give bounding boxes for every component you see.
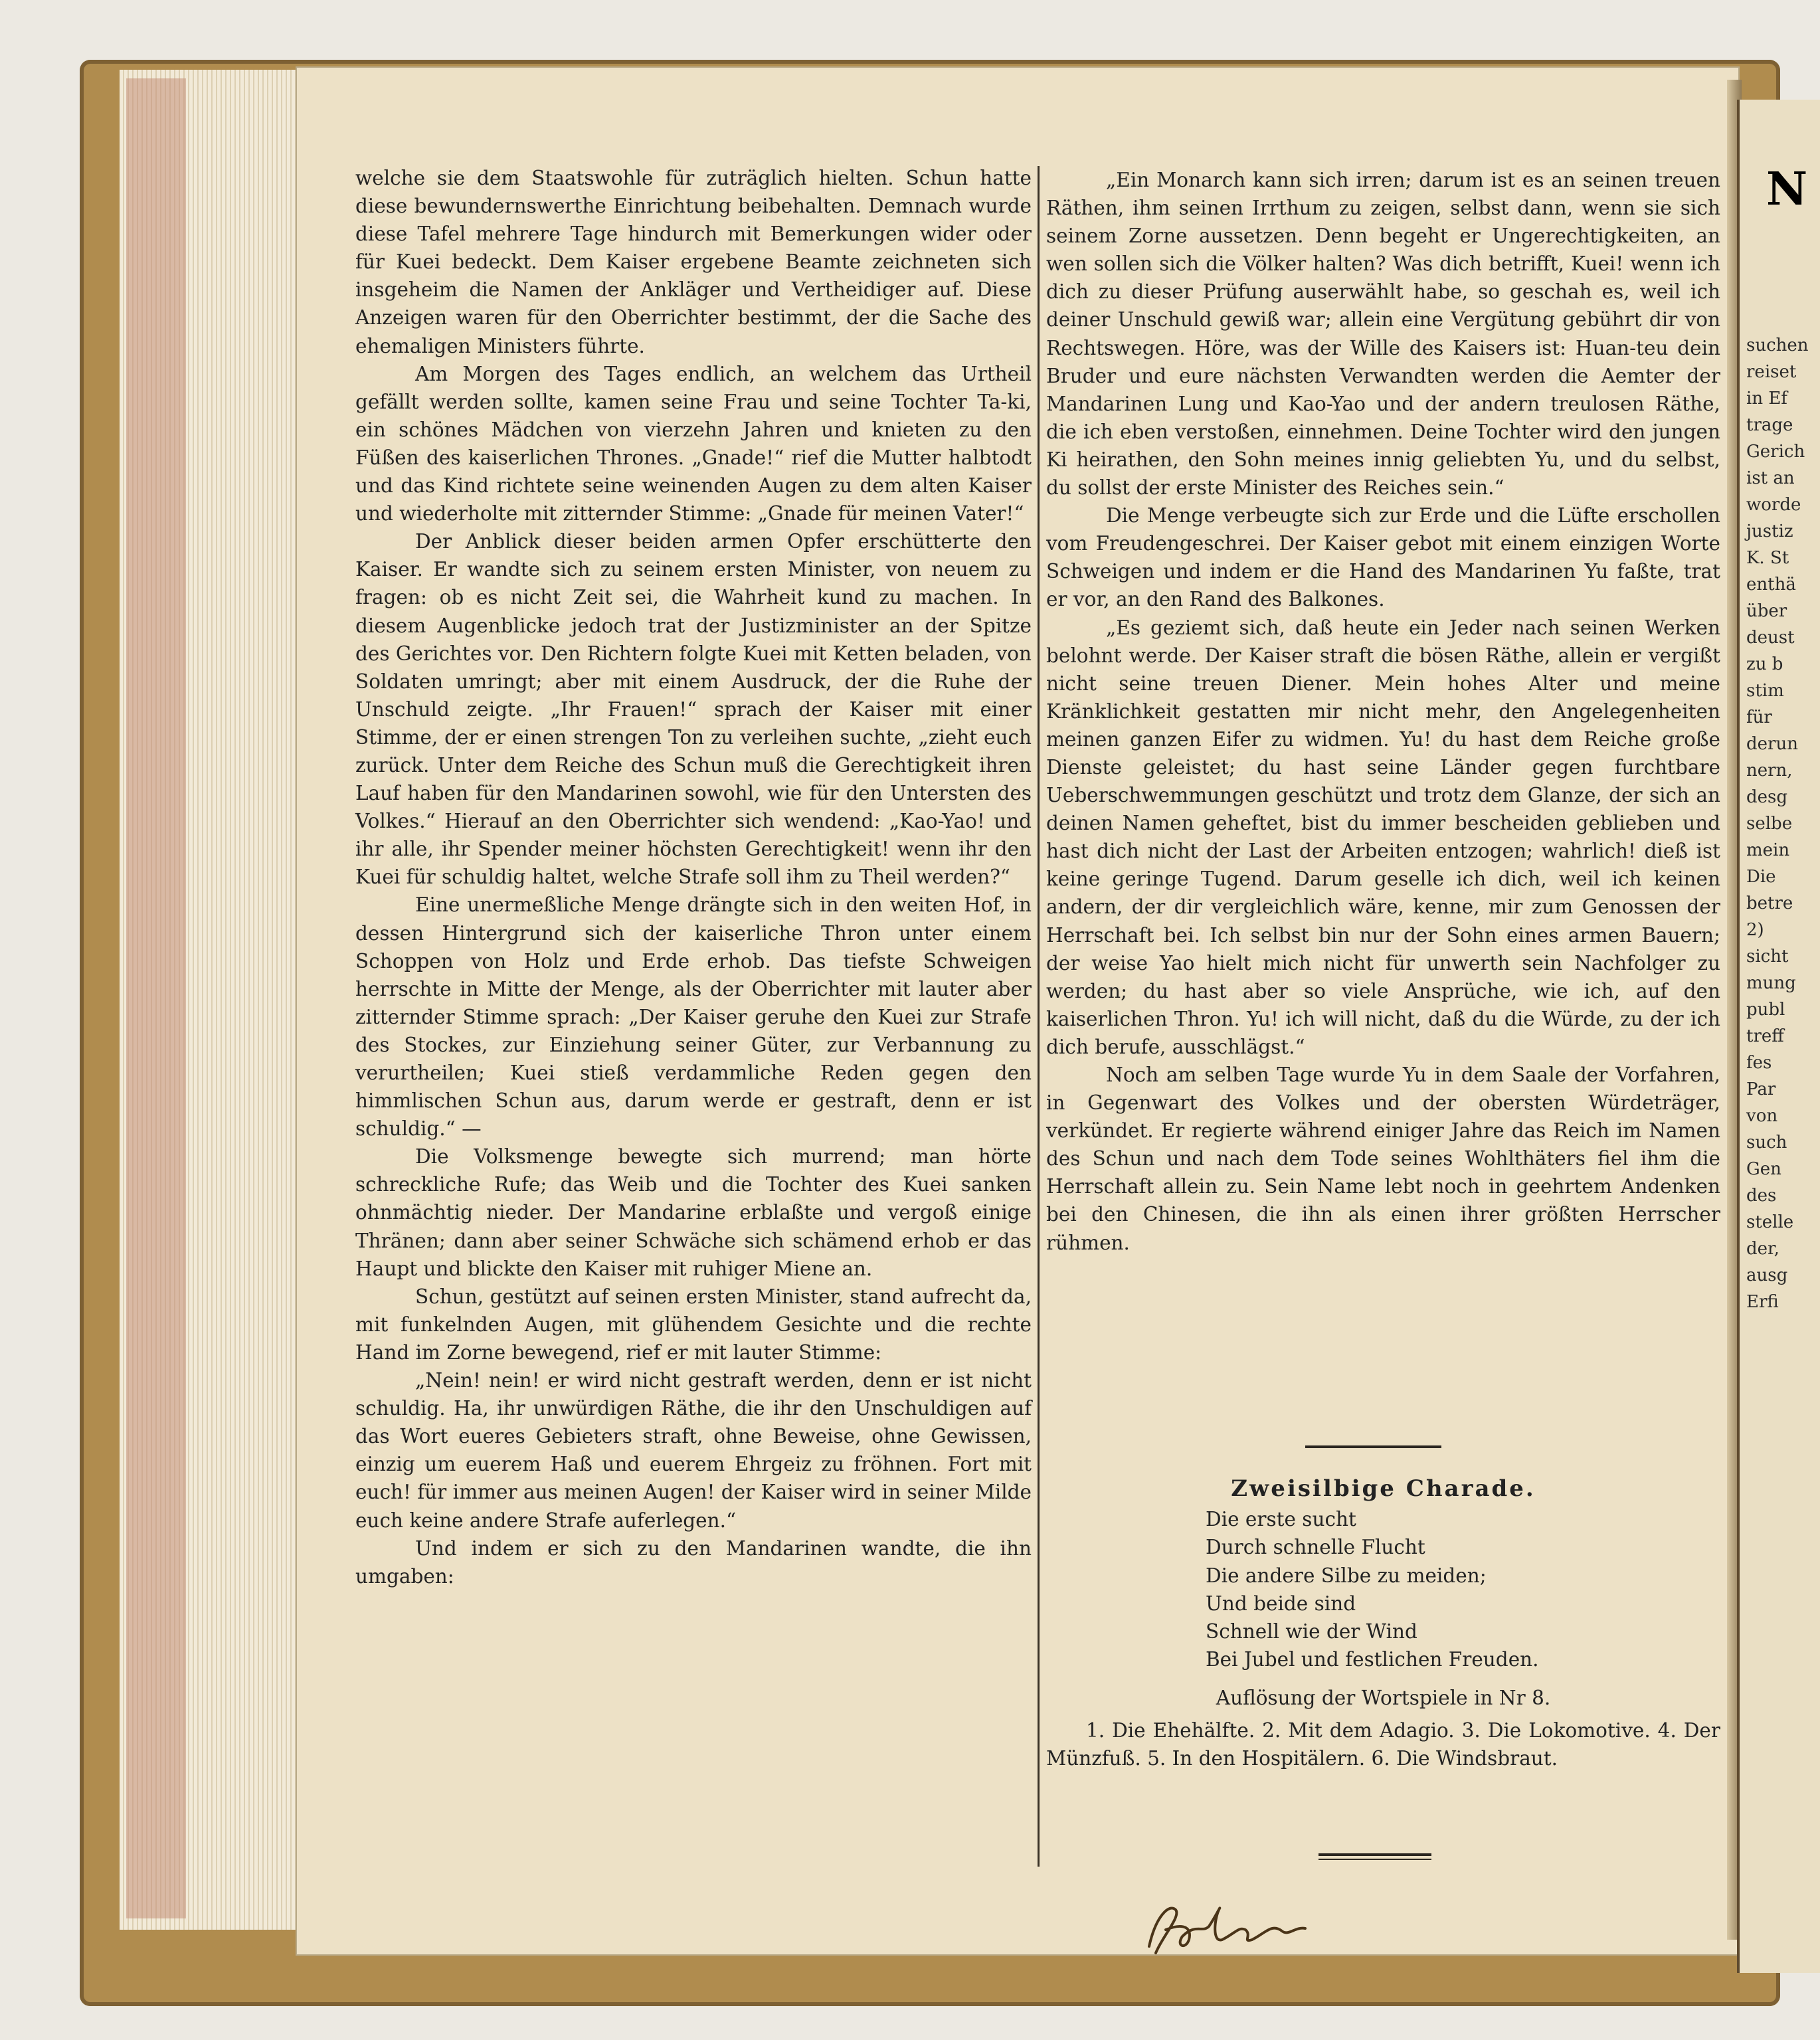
facing-page-fragment: derun — [1746, 734, 1798, 754]
solution-heading: Auflösung der Wortspiele in Nr 8. — [1216, 1687, 1551, 1710]
paragraph: Und indem er sich zu den Mandarinen wandte, die ihn umgaben: — [355, 1536, 1032, 1588]
verse-line: Die erste sucht — [1206, 1508, 1356, 1531]
facing-page-fragment: Gen — [1746, 1159, 1781, 1179]
paragraph: Die Menge verbeugte sich zur Erde und die Lüfte erschollen vom Freudengeschrei. Der Kaiser gebot mit einem einzigen Worte Schweigen und indem er die Hand des Mandarinen Yu faßte, trat er vor, an den Rand des Balkones. — [1046, 504, 1720, 611]
facing-page-fragment: worde — [1746, 495, 1801, 515]
paragraph: Noch am selben Tage wurde Yu in dem Saale der Vorfahren, in Gegenwart des Volkes und der obersten Würdeträger, verkündet. Er regierte während einiger Jahre das Reich im Namen des Schun und nach dem Tode seines Wohlthäters fiel ihm die Herrschaft allein zu. Sein Name lebt noch in geehrtem Andenken bei den Chinesen, die ihn als einen ihrer größten Herrscher rühmen. — [1046, 1064, 1720, 1254]
facing-page-fragments — [1740, 332, 1820, 1315]
facing-page-fragment: 2) — [1746, 920, 1764, 940]
paragraph: „Nein! nein! er wird nicht gestraft werden, denn er ist nicht schuldig. Ha, ihr unwürdigen Räthe, die ihr den Unschuldigen auf das Wort eueres Gebieters straft, ohne Beweise, ohne Gewissen, einzig um euerem Haß und euerem Ehrgeiz zu fröhnen. Fort mit euch! für immer aus meinen Augen! der Kaiser wird in seiner Milde euch keine andere Strafe auferlegen.“ — [355, 1369, 1032, 1532]
facing-page-fragment: deust — [1746, 628, 1795, 648]
facing-page-fragment: fes — [1746, 1053, 1772, 1073]
section-divider — [1305, 1445, 1441, 1448]
facing-page-fragment: zu b — [1746, 654, 1783, 674]
paragraph: Am Morgen des Tages endlich, an welchem das Urtheil gefällt werden sollte, kamen seine Frau und seine Tochter Ta-ki, ein schönes Mädchen von vierzehn Jahren und knieten zu den Füßen des kaiserlichen Thrones. „Gnade!“ rief die Mutter halbtodt und das Kind richtete seine weinenden Augen zu dem alten Kaiser und wiederholte mit zitternder Stimme: „Gnade für meinen Vater!“ — [355, 362, 1032, 525]
verse-line: Schnell wie der Wind — [1206, 1620, 1417, 1643]
verse-line: Durch schnelle Flucht — [1206, 1536, 1425, 1559]
paragraph: Schun, gestützt auf seinen ersten Minister, stand aufrecht da, mit funkelnden Augen, mit glühendem Gesichte und die rechte Hand im Zorne bewegend, rief er mit lauter Stimme: — [355, 1285, 1032, 1364]
facing-page-fragment: selbe — [1746, 814, 1793, 834]
facing-page-fragment: Par — [1746, 1079, 1776, 1099]
facing-page-fragment: mung — [1746, 973, 1796, 993]
paragraph: Der Anblick dieser beiden armen Opfer erschütterte den Kaiser. Er wandte sich zu seinem ersten Minister, von neuem zu fragen: ob es nicht Zeit sei, die Wahrheit kund zu machen. In diesem Augenblicke jedoch trat der Justizminister an der Spitze des Gerichtes vor. Den Richtern folgte Kuei mit Ketten beladen, von Soldaten umringt; aber mit einem Ausdruck, der die Ruhe der Unschuld zeigte. „Ihr Frauen!“ sprach der Kaiser mit einer Stimme, der er einen strengen Ton zu verleihen suchte, „zieht euch zurück. Unter dem Reiche des Schun muß die Gerechtigkeit ihren Lauf haben für den Mandarinen sowohl, wie für den Untersten des Volkes.“ Hierauf an den Oberrichter sich wendend: „Kao-Yao! und ihr alle, ihr Spender meiner höchsten Gerechtigkeit! wenn ihr den Kuei für schuldig haltet, welche Strafe soll ihm zu Theil werden?“ — [355, 530, 1032, 889]
handwritten-signature — [1129, 1890, 1342, 1963]
facing-page-fragment: über — [1746, 601, 1787, 621]
verse-line: Bei Jubel und festlichen Freuden. — [1206, 1648, 1539, 1671]
facing-page-fragment: desg — [1746, 787, 1788, 807]
facing-page-fragment: nern, — [1746, 761, 1793, 781]
facing-page-fragment: K. St — [1746, 548, 1789, 568]
facing-page-fragment: Die — [1746, 867, 1776, 887]
facing-page-fragment: treff — [1746, 1026, 1784, 1046]
facing-page-fragment: der, — [1746, 1239, 1779, 1259]
facing-page-fragment: such — [1746, 1133, 1787, 1153]
left-column — [355, 164, 1032, 1590]
charade-title: Zweisilbige Charade. — [1231, 1475, 1536, 1502]
facing-page-fragment: stim — [1746, 681, 1784, 701]
verse-line: Die andere Silbe zu meiden; — [1206, 1564, 1487, 1587]
right-column — [1046, 166, 1720, 1257]
facing-page-fragment: sicht — [1746, 947, 1789, 967]
column-rule — [1038, 166, 1040, 1867]
facing-page-fragment: ausg — [1746, 1265, 1788, 1285]
page-edge-tint — [126, 78, 186, 1918]
facing-page-fragment: des — [1746, 1186, 1777, 1206]
facing-page-fragment: enthä — [1746, 575, 1796, 595]
facing-page-fragment: suchen — [1746, 335, 1809, 355]
facing-page-header: N — [1766, 163, 1808, 216]
facing-page-fragment: mein — [1746, 840, 1790, 860]
facing-page-fragment: trage — [1746, 415, 1793, 435]
solution-text: 1. Die Ehehälfte. 2. Mit dem Adagio. 3. Die Lokomotive. 4. Der Münzfuß. 5. In den Hospitälern. 6. Die Windsbraut. — [1046, 1718, 1720, 1770]
facing-page-fragment: von — [1746, 1106, 1778, 1126]
facing-page-fragment: Erfi — [1746, 1292, 1779, 1312]
facing-page-fragment: reiset — [1746, 362, 1797, 382]
charade-block — [1046, 1475, 1720, 1772]
facing-page-fragment: justiz — [1746, 521, 1793, 541]
paragraph: „Ein Monarch kann sich irren; darum ist es an seinen treuen Räthen, ihm seinen Irrthum zu zeigen, selbst dann, wenn sie sich seinem Zorne aussetzen. Denn begeht er Ungerechtigkeiten, an wen sollen sich die Völker halten? Was dich betrifft, Kuei! wenn ich dich zu dieser Prüfung auserwählt habe, so geschah es, weil ich deiner Unschuld gewiß war; allein eine Vergütung gebührt dir von Rechtswegen. Höre, was der Wille des Kaisers ist: Huan-teu dein Bruder und eure nächsten Verwandten werden die Aemter der Mandarinen Lung und Kao-Yao und der andern treulosen Räthe, die ich eben verstoßen, einnehmen. Deine Tochter wird den jungen Ki heirathen, den Sohn meines innig geliebten Yu, und du selbst, du sollst der erste Minister des Reiches sein.“ — [1046, 169, 1720, 500]
facing-page-fragment: publ — [1746, 1000, 1785, 1020]
facing-page-fragment: Gerich — [1746, 442, 1805, 462]
paragraph: welche sie dem Staatswohle für zuträglich hielten. Schun hatte diese bewundernswerthe Einrichtung beibehalten. Demnach wurde diese Tafel mehrere Tage hindurch mit Bemerkungen wider oder für Kuei bedeckt. Dem Kaiser ergebene Beamte zeichneten sich insgeheim die Namen der Ankläger und Vertheidiger auf. Diese Anzeigen waren für den Oberrichter bestimmt, der die Sache des ehemaligen Ministers führte. — [355, 167, 1032, 357]
facing-page-fragment: ist an — [1746, 468, 1795, 488]
facing-page-fragment: stelle — [1746, 1212, 1794, 1232]
facing-page-fragment: in Ef — [1746, 389, 1787, 409]
end-rule-bottom — [1319, 1859, 1431, 1860]
charade-verse — [1206, 1505, 1720, 1673]
paragraph: „Es geziemt sich, daß heute ein Jeder nach seinen Werken belohnt werde. Der Kaiser straft die bösen Räthe, allein er vergißt nicht seine treuen Diener. Mein hohes Alter und meine Kränklichkeit gestatten mir nicht mehr, den Angelegenheiten meinen ganzen Eifer zu widmen. Yu! du hast dem Reiche große Dienste geleistet; du hast seine Länder gegen furchtbare Ueberschwemmungen geschützt und trotz dem Glanze, der sich an deinen Namen geheftet, bist du immer bescheiden geblieben und hast dich nicht der Last der Arbeiten entzogen; wahrlich! dieß ist keine geringe Tugend. Darum geselle ich dich, weil ich keinen andern, der dir vergleichlich wäre, kenne, mir zum Genossen der Herrschaft bei. Ich selbst bin nur der Sohn eines armen Bauern; der weise Yao hielt mich nicht für unwerth sein Nachfolger zu werden; du hast aber so viele Ansprüche, wie ich, auf den kaiserlichen Thron. Yu! ich will nicht, daß du die Würde, zu der ich dich berufe, ausschlägst.“ — [1046, 616, 1720, 1058]
facing-page-fragment: betre — [1746, 893, 1793, 913]
verse-line: Und beide sind — [1206, 1592, 1356, 1615]
paragraph: Eine unermeßliche Menge drängte sich in den weiten Hof, in dessen Hintergrund sich der kaiserliche Thron unter einem Schoppen von Holz und Erde erhob. Das tiefste Schweigen herrschte in Mitte der Menge, als der Oberrichter mit lauter aber zitternder Stimme sprach: „Der Kaiser geruhe den Kuei zur Strafe des Stockes, zur Einziehung seiner Güter, zur Verbannung zu verurtheilen; Kuei stieß verdammliche Reden gegen den himmlischen Schun aus, darum werde er gestraft, denn er ist schuldig.“ — — [355, 893, 1032, 1141]
end-rule-top — [1319, 1853, 1431, 1856]
facing-page — [1737, 100, 1820, 1973]
facing-page-fragment: für — [1746, 707, 1772, 727]
paragraph: Die Volksmenge bewegte sich murrend; man hörte schreckliche Rufe; das Weib und die Tochter des Kuei sanken ohnmächtig nieder. Der Mandarine erblaßte und vergoß einige Thränen; dann aber seiner Schwäche sich schämend erhob er das Haupt und blickte den Kaiser mit ruhiger Miene an. — [355, 1145, 1032, 1280]
